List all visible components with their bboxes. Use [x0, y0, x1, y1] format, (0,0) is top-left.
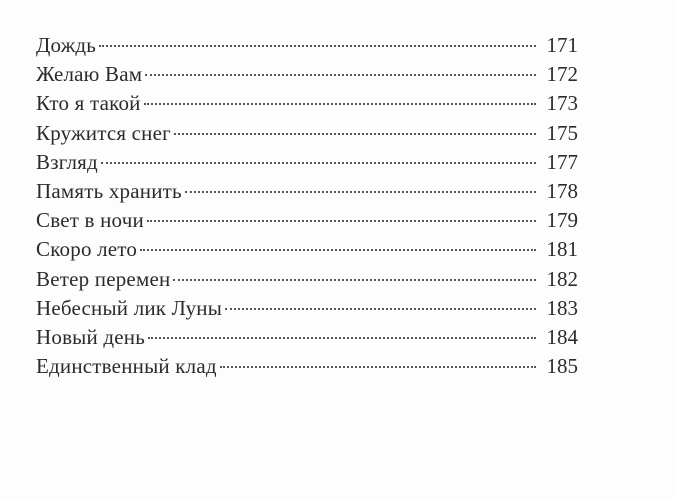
- toc-entry: [36, 206, 578, 235]
- toc-entry-page-number: 173: [546, 91, 578, 116]
- toc-entry: [36, 235, 578, 264]
- toc-entry: [36, 60, 578, 89]
- toc-entry: [36, 352, 578, 381]
- toc-entry: [36, 31, 578, 60]
- toc-entry-title: Скоро лето: [36, 237, 138, 262]
- toc-entry-title: Дождь: [36, 33, 97, 57]
- toc-entry-page-number: 183: [546, 295, 578, 320]
- toc-entry-title: Свет в ночи: [36, 208, 144, 233]
- dot-leader: [174, 133, 536, 135]
- toc-entry-title: Единственный клад: [36, 354, 217, 379]
- toc-entry-title: Кружится снег: [36, 120, 171, 145]
- toc-entry-title: Небесный лик Луны: [36, 295, 223, 320]
- toc-entry-page-number: 178: [546, 178, 578, 203]
- dot-leader: [225, 308, 536, 310]
- dot-leader: [173, 279, 536, 281]
- dot-leader: [147, 220, 536, 222]
- dot-leader: [185, 191, 536, 193]
- toc-entry: [36, 148, 578, 177]
- dot-leader: [148, 337, 536, 339]
- toc-entry: [36, 265, 578, 294]
- toc-entry-title: Новый день: [36, 324, 145, 349]
- toc-entry: [36, 323, 578, 352]
- toc-entry-page-number: 182: [546, 266, 578, 291]
- toc-entry-page-number: 175: [546, 120, 578, 145]
- toc-entry-page-number: 171: [546, 33, 578, 57]
- toc-entry: [36, 294, 578, 323]
- toc-entry: [36, 119, 578, 148]
- toc-entry-page-number: 172: [546, 62, 578, 87]
- toc-entry-page-number: 177: [546, 149, 578, 174]
- toc-entry-page-number: 185: [546, 354, 578, 379]
- toc-entry-title: Кто я такой: [36, 91, 141, 116]
- table-of-contents: [36, 31, 578, 381]
- dot-leader: [140, 249, 536, 251]
- dot-leader: [144, 103, 536, 105]
- toc-entry-page-number: 184: [546, 324, 578, 349]
- toc-entry: [36, 89, 578, 118]
- toc-entry-page-number: 181: [546, 237, 578, 262]
- toc-entry-title: Ветер перемен: [36, 266, 171, 291]
- toc-entry-title: Память хранить: [36, 178, 182, 203]
- toc-entry-title: Взгляд: [36, 149, 98, 174]
- toc-entry-title: Желаю Вам: [36, 62, 143, 87]
- dot-leader: [99, 45, 536, 47]
- dot-leader: [145, 74, 536, 76]
- dot-leader: [220, 366, 536, 368]
- toc-entry: [36, 177, 578, 206]
- dot-leader: [101, 162, 536, 164]
- toc-entry-page-number: 179: [546, 208, 578, 233]
